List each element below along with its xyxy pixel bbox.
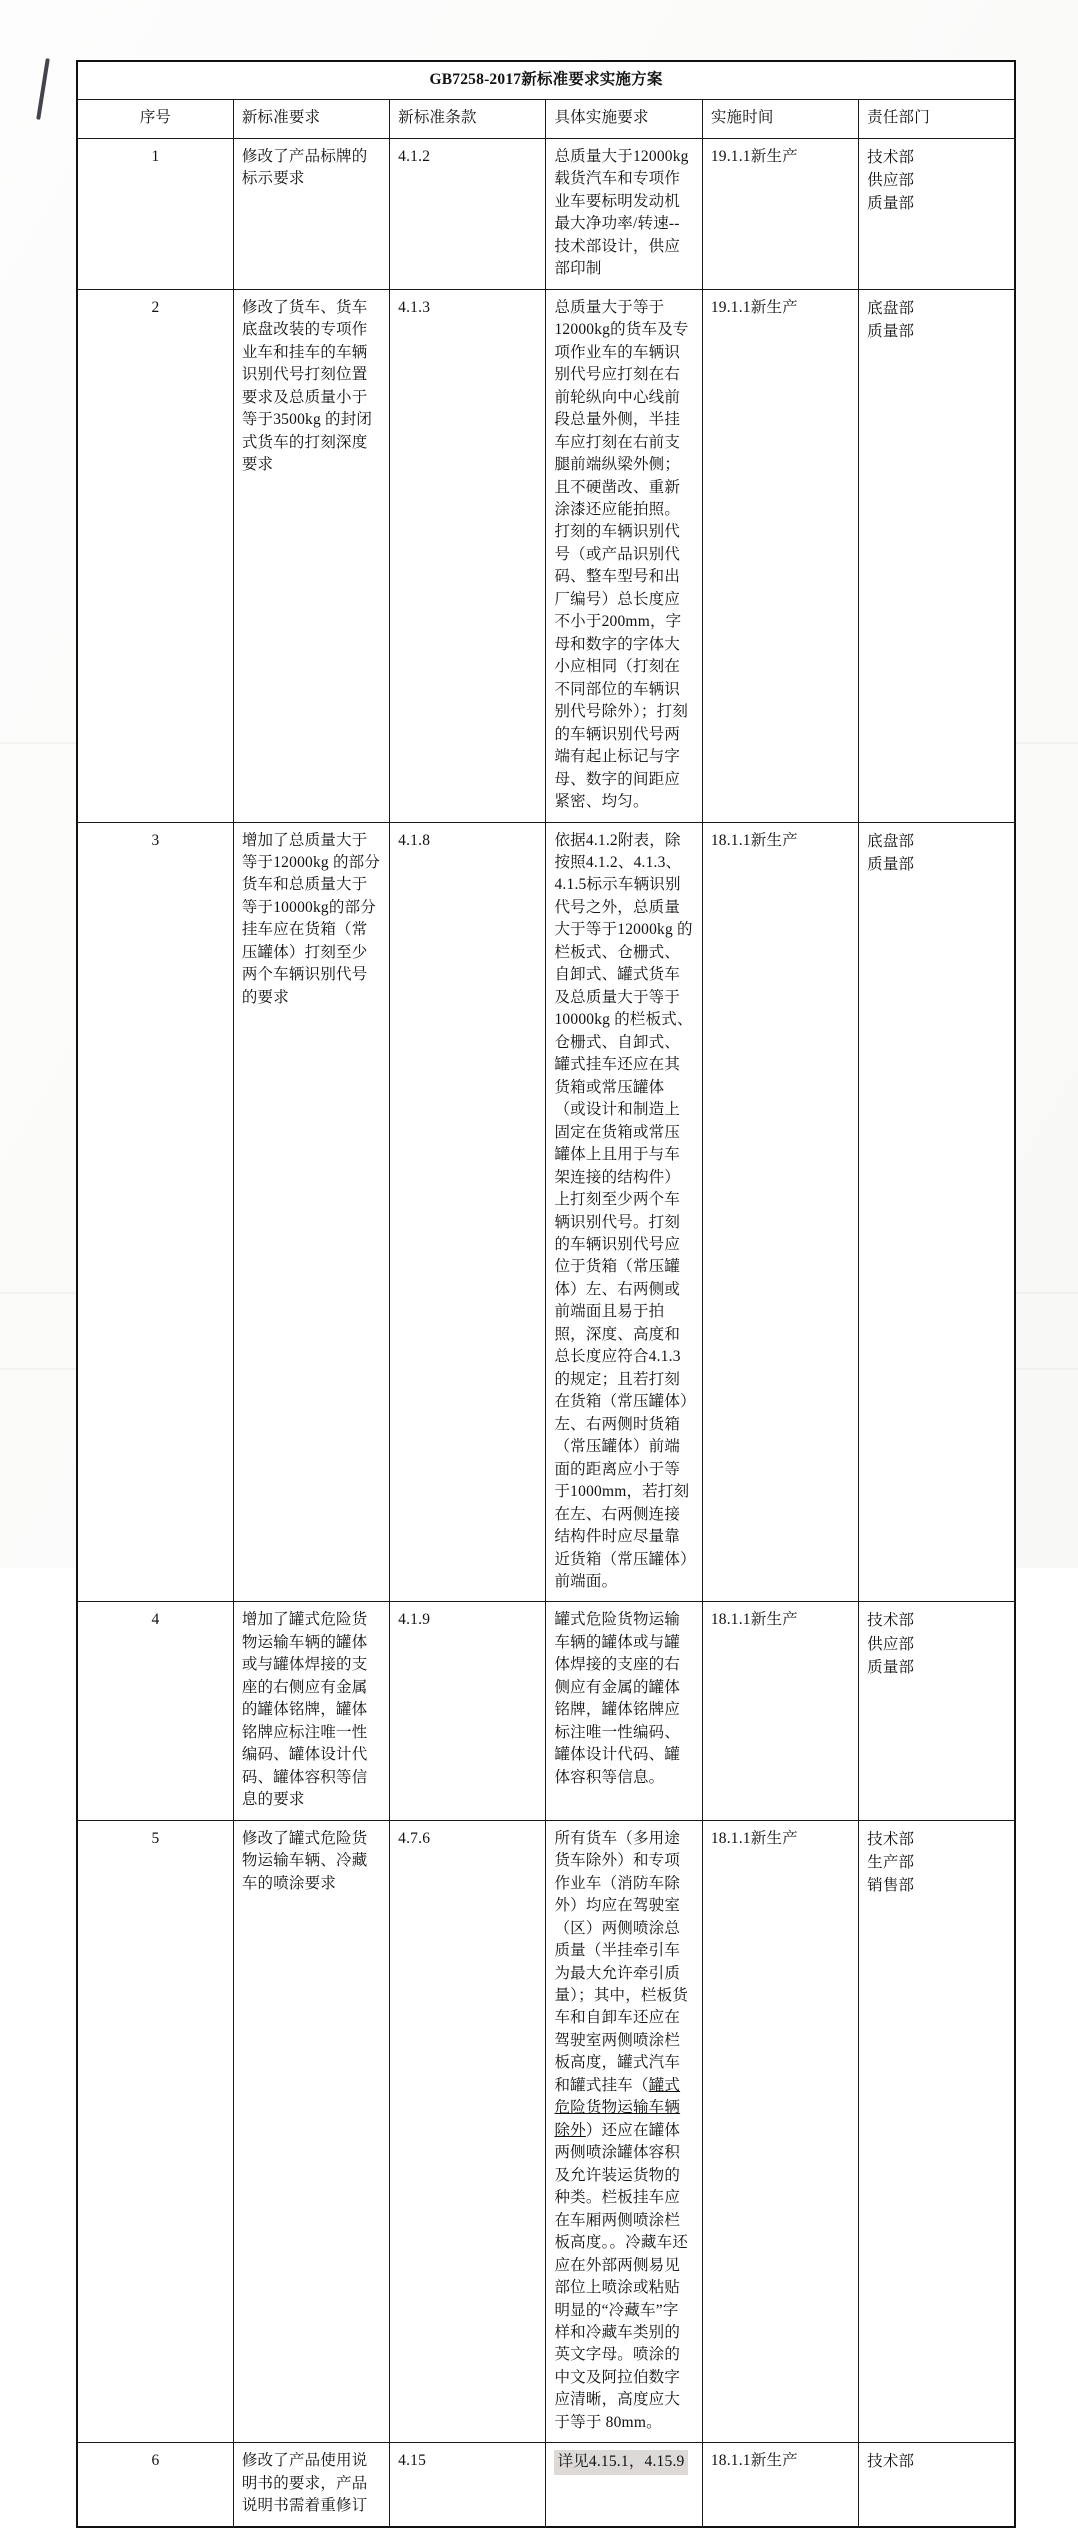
row-clause: 4.1.3 bbox=[390, 289, 546, 822]
department-name: 技术部 bbox=[867, 2453, 915, 2471]
detail-text: 所有货车（多用途货车除外）和专项作业车（消防车除外）均应在驾驶室（区）两侧喷涂总质量（半挂牵引车为最大允许牵引质量）；其中，栏板货车和自卸车还应在驾驶室两侧喷涂栏板高度，罐式汽车和罐式挂车（ bbox=[554, 1829, 689, 2094]
department-name: 供应部 bbox=[867, 1635, 915, 1653]
document-body bbox=[76, 60, 1016, 2528]
department-name: 底盘部 bbox=[867, 299, 915, 317]
row-clause: 4.1.8 bbox=[390, 822, 546, 1602]
column-header-department: 责任部门 bbox=[859, 100, 1015, 138]
table-row bbox=[77, 1820, 1015, 2443]
table-header-row bbox=[77, 100, 1015, 138]
table-row bbox=[77, 289, 1015, 822]
column-header-requirement: 新标准要求 bbox=[233, 100, 389, 138]
row-number: 6 bbox=[77, 2443, 233, 2527]
row-requirement: 修改了产品使用说明书的要求，产品说明书需着重修订 bbox=[233, 2443, 389, 2527]
department-name: 技术部 bbox=[867, 1612, 915, 1630]
row-clause: 4.1.2 bbox=[390, 138, 546, 289]
row-requirement: 增加了总质量大于等于12000kg 的部分货车和总质量大于等于10000kg的部分挂车应在货箱（常压罐体）打刻至少两个车辆识别代号的要求 bbox=[233, 822, 389, 1602]
row-requirement: 增加了罐式危险货物运输车辆的罐体或与罐体焊接的支座的右侧应有金属的罐体铭牌，罐体铭牌应标注唯一性编码、罐体设计代码、罐体容积等信息的要求 bbox=[233, 1602, 389, 1820]
row-detail bbox=[546, 1820, 702, 2443]
row-responsible-departments bbox=[859, 138, 1015, 289]
department-name: 技术部 bbox=[867, 1830, 915, 1848]
department-name: 底盘部 bbox=[867, 832, 915, 850]
detail-text: ）还应在罐体两侧喷涂罐体容积及允许装运货物的种类。栏板挂车应在车厢两侧喷涂栏板高度。。冷藏车还应在外部两侧易见部位上喷涂或粘贴明显的“冷藏车”字样和冷藏车类别的英文字母。喷涂的中文及阿拉伯数字应清晰，高度应大于等于 80mm。 bbox=[554, 2121, 689, 2431]
detail-highlighted-text: 详见4.15.1，4.15.9 bbox=[554, 2450, 687, 2474]
department-name: 质量部 bbox=[867, 195, 915, 213]
department-name: 技术部 bbox=[867, 148, 915, 166]
table-row bbox=[77, 1602, 1015, 1820]
row-implementation-time: 19.1.1新生产 bbox=[702, 289, 858, 822]
department-name: 生产部 bbox=[867, 1853, 915, 1871]
row-responsible-departments bbox=[859, 289, 1015, 822]
column-header-detail: 具体实施要求 bbox=[546, 100, 702, 138]
row-responsible-departments bbox=[859, 1602, 1015, 1820]
column-header-no: 序号 bbox=[77, 100, 233, 138]
row-implementation-time: 18.1.1新生产 bbox=[702, 1820, 858, 2443]
row-requirement: 修改了货车、货车底盘改装的专项作业车和挂车的车辆识别代号打刻位置要求及总质量小于等于3500kg 的封闭式货车的打刻深度要求 bbox=[233, 289, 389, 822]
row-clause: 4.7.6 bbox=[390, 1820, 546, 2443]
row-number: 5 bbox=[77, 1820, 233, 2443]
department-name: 销售部 bbox=[867, 1877, 915, 1895]
document-title: GB7258-2017新标准要求实施方案 bbox=[77, 61, 1015, 100]
row-implementation-time: 18.1.1新生产 bbox=[702, 822, 858, 1602]
column-header-clause: 新标准条款 bbox=[390, 100, 546, 138]
department-name: 供应部 bbox=[867, 172, 915, 190]
row-requirement: 修改了罐式危险货物运输车辆、冷藏车的喷涂要求 bbox=[233, 1820, 389, 2443]
table-row bbox=[77, 138, 1015, 289]
table-row bbox=[77, 2443, 1015, 2527]
row-clause: 4.1.9 bbox=[390, 1602, 546, 1820]
row-responsible-departments bbox=[859, 822, 1015, 1602]
row-number: 4 bbox=[77, 1602, 233, 1820]
department-name: 质量部 bbox=[867, 1658, 915, 1676]
row-responsible-departments bbox=[859, 2443, 1015, 2527]
column-header-time: 实施时间 bbox=[702, 100, 858, 138]
row-detail: 总质量大于等于12000kg的货车及专项作业车的车辆识别代号应打刻在右前轮纵向中心线前段总量外侧，半挂车应打刻在右前支腿前端纵梁外侧；且不硬凿改、重新涂漆还应能拍照。打刻的车辆识别代号（或产品识别代码、整车型号和出厂编号）总长度应不小于200mm，字母和数字的字体大小应相同（打刻在不同部位的车辆识别代号除外）；打刻的车辆识别代号两端有起止标记与字母、数字的间距应紧密、均匀。 bbox=[546, 289, 702, 822]
row-implementation-time: 18.1.1新生产 bbox=[702, 2443, 858, 2527]
row-implementation-time: 18.1.1新生产 bbox=[702, 1602, 858, 1820]
row-detail bbox=[546, 2443, 702, 2527]
row-detail: 总质量大于12000kg载货汽车和专项作业车要标明发动机最大净功率/转速--技术部设计，供应部印制 bbox=[546, 138, 702, 289]
row-detail: 罐式危险货物运输车辆的罐体或与罐体焊接的支座的右侧应有金属的罐体铭牌，罐体铭牌应标注唯一性编码、罐体设计代码、罐体容积等信息。 bbox=[546, 1602, 702, 1820]
department-name: 质量部 bbox=[867, 855, 915, 873]
row-detail: 依据4.1.2附表，除按照4.1.2、4.1.3、4.1.5标示车辆识别代号之外，总质量大于等于12000kg 的栏板式、仓栅式、自卸式、罐式货车及总质量大于等于10000kg 的栏板式、仓栅式、自卸式、罐式挂车还应在其货箱或常压罐体（或设计和制造上固定在货箱或常压罐体上且用于与车架连接的结构件）上打刻至少两个车辆识别代号。打刻的车辆识别代号应位于货箱（常压罐体）左、右两侧或前端面且易于拍照，深度、高度和总长度应符合4.1.3 的规定；且若打刻在货箱（常压罐体）左、右两侧时货箱（常压罐体）前端面的距离应小于等于1000mm，若打刻在左、右两侧连接结构件时应尽量靠近货箱（常压罐体）前端面。 bbox=[546, 822, 702, 1602]
row-number: 3 bbox=[77, 822, 233, 1602]
row-requirement: 修改了产品标牌的标示要求 bbox=[233, 138, 389, 289]
detail-underlined-text: 罐式危险货物运输车辆除外 bbox=[554, 2076, 681, 2139]
row-implementation-time: 19.1.1新生产 bbox=[702, 138, 858, 289]
department-name: 质量部 bbox=[867, 323, 915, 340]
row-clause: 4.15 bbox=[390, 2443, 546, 2527]
table-title-row bbox=[77, 61, 1015, 100]
implementation-plan-table bbox=[76, 60, 1016, 2528]
table-row bbox=[77, 822, 1015, 1602]
row-number: 1 bbox=[77, 138, 233, 289]
row-number: 2 bbox=[77, 289, 233, 822]
row-responsible-departments bbox=[859, 1820, 1015, 2443]
